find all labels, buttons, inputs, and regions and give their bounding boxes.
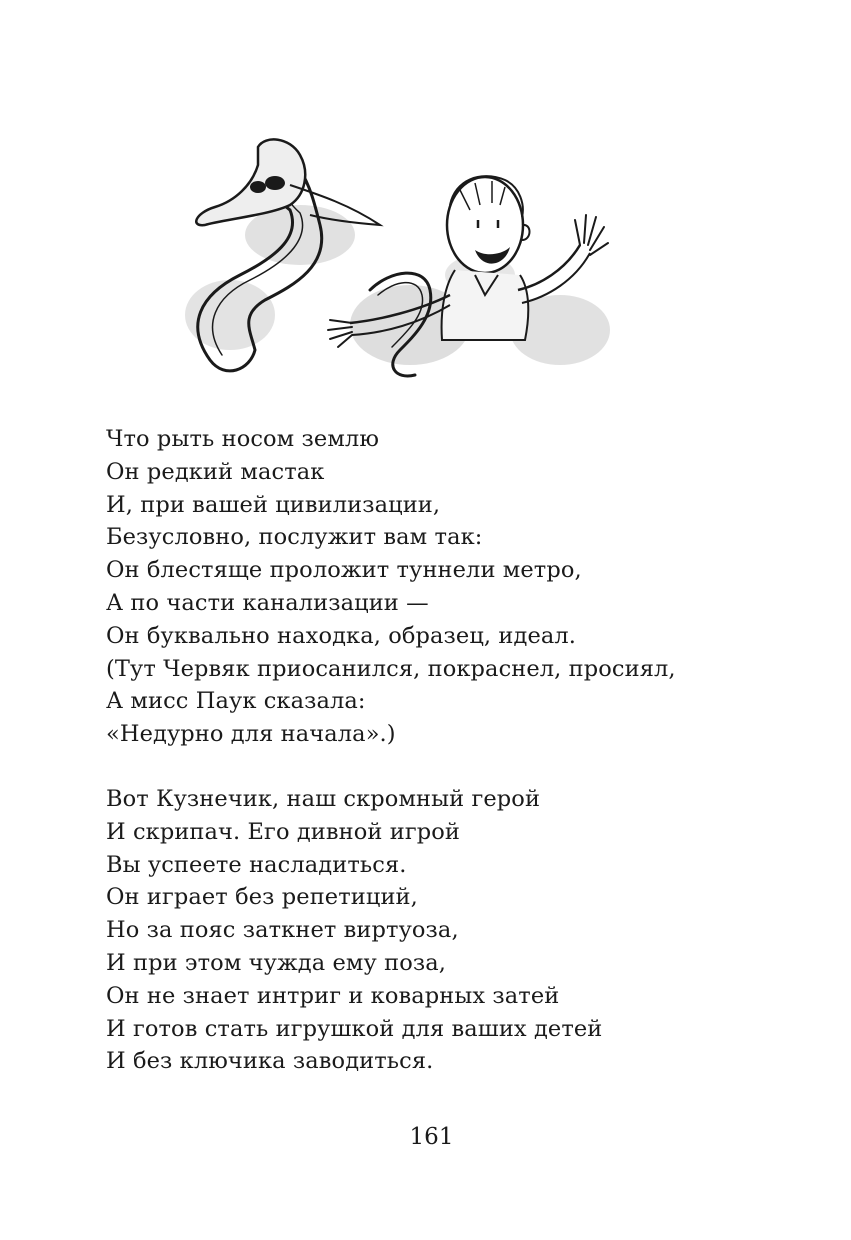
poem-line: А по части канализации — bbox=[106, 589, 429, 616]
poem-line: «Недурно для начала».) bbox=[106, 721, 396, 748]
poem-line: (Тут Червяк приосанился, покраснел, просиял, bbox=[106, 655, 676, 682]
poem-line: Но за пояс заткнет виртуоза, bbox=[106, 917, 459, 944]
page-number: 161 bbox=[409, 1124, 454, 1150]
stanza-2 bbox=[106, 783, 602, 1078]
poem-line: Он блестяще проложит туннели метро, bbox=[106, 557, 582, 584]
earthworm-and-boy-illustration bbox=[180, 125, 620, 385]
poem-line: И при этом чужда ему поза, bbox=[106, 949, 446, 976]
poem-line: Он буквально находка, образец, идеал. bbox=[106, 622, 577, 649]
poem-line: И готов стать игрушкой для ваших детей bbox=[106, 1015, 603, 1042]
poem-line: Что рыть носом землю bbox=[106, 426, 380, 452]
poem-line: И, при вашей цивилизации, bbox=[106, 491, 441, 518]
stanza-1 bbox=[106, 423, 676, 751]
earthworm-and-boy-sketch-icon bbox=[180, 125, 620, 385]
poem-line: А мисс Паук сказала: bbox=[106, 688, 366, 715]
poem-line: Безусловно, послужит вам так: bbox=[106, 524, 483, 551]
poem-line: И без ключика заводиться. bbox=[106, 1048, 434, 1075]
poem-line: И скрипач. Его дивной игрой bbox=[106, 818, 460, 845]
poem-line: Вот Кузнечик, наш скромный герой bbox=[106, 786, 541, 812]
poem-line: Он играет без репетиций, bbox=[106, 884, 418, 911]
poem-line: Он редкий мастак bbox=[106, 458, 325, 485]
poem-line: Он не знает интриг и коварных затей bbox=[106, 982, 560, 1009]
poem-line: Вы успеете насладиться. bbox=[106, 851, 407, 878]
